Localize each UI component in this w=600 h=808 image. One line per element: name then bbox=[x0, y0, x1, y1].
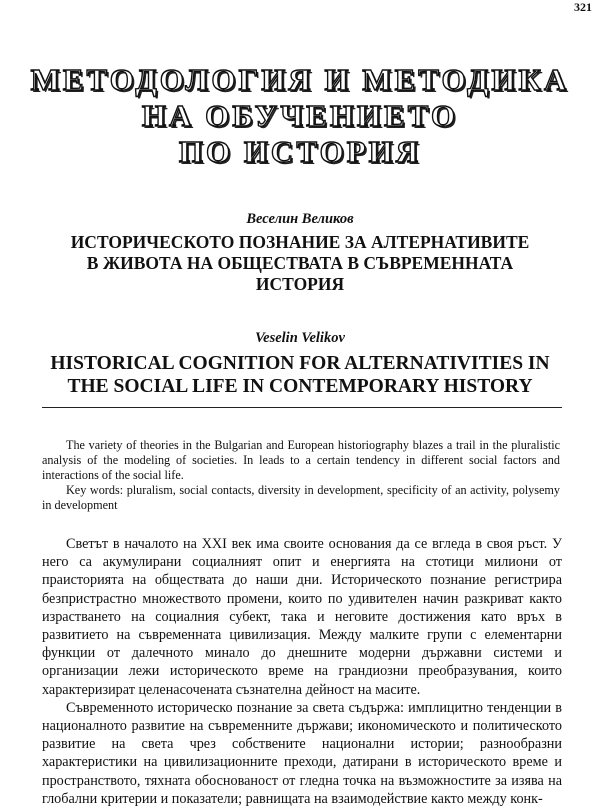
body-text bbox=[42, 535, 562, 808]
section-heading-line-3: ПО ИСТОРИЯ bbox=[178, 134, 422, 169]
title-bg-line-3: ИСТОРИЯ bbox=[255, 274, 345, 294]
author-name-english: Veselin Velikov bbox=[255, 330, 345, 346]
section-heading-line-1: МЕТОДОЛОГИЯ И МЕТОДИКА bbox=[30, 62, 570, 97]
article-title-english bbox=[20, 352, 580, 398]
body-paragraph-2: Съвременното историческо познание за света съдържа: имплицитно тенденции в националното развитие на съвременните държави; икономическото и политическото развитие на света чрез собствените национални истории; разнообразни характеристики на цивилизационните преходи, датирани в историческото време и пространството, тяхната обоснованост от гледна точка на възможностите за изява на глобални критерии и показатели; равнищата на взаимодействие както между конк- bbox=[42, 699, 562, 807]
page-number: 321 bbox=[574, 0, 592, 14]
title-en-line-1: HISTORICAL COGNITION FOR ALTERNATIVITIES IN bbox=[50, 353, 550, 374]
body-paragraph-1: Светът в началото на XXI век има своите основания да се вгледа в своя ръст. У него са акумулирани социалният опит и енергията на стотици милиони от праисторията на обществата до наши дни. Историческото познание регистрира безпристрастно множеството промени, които по удивителен начин разкриват както израстването на социалния субект, така и неговите достижения като връх в развитието на съвременната цивилизация. Между малките групи с елементарни функции от далечното минало до днешните модерни държавни системи и организации лежи историческото време на грандиозни преобразувания, които характеризират целенасочената съзнателна дейност на масите. bbox=[42, 536, 562, 698]
section-heading bbox=[0, 62, 600, 170]
title-divider bbox=[42, 407, 562, 408]
title-bg-line-2: В ЖИВОТА НА ОБЩЕСТВАТА В СЪВРЕМЕННАТА bbox=[86, 253, 514, 273]
abstract bbox=[42, 438, 560, 513]
author-name-bulgarian: Веселин Великов bbox=[246, 211, 354, 227]
title-bg-line-1: ИСТОРИЧЕСКОТО ПОЗНАНИЕ ЗА АЛТЕРНАТИВИТЕ bbox=[70, 232, 530, 252]
keywords: Key words: pluralism, social contacts, diversity in development, specificity of an activity, polysemy in development bbox=[42, 483, 560, 512]
abstract-text: The variety of theories in the Bulgarian and European historiography blazes a trail in the pluralistic analysis of the modeling of societies. In leads to a certain tendency in different social factors and interactions of the social life. bbox=[42, 438, 560, 482]
article-title-bulgarian bbox=[20, 232, 580, 295]
title-en-line-2: THE SOCIAL LIFE IN CONTEMPORARY HISTORY bbox=[67, 376, 533, 397]
section-heading-line-2: НА ОБУЧЕНИЕТО bbox=[141, 98, 459, 133]
